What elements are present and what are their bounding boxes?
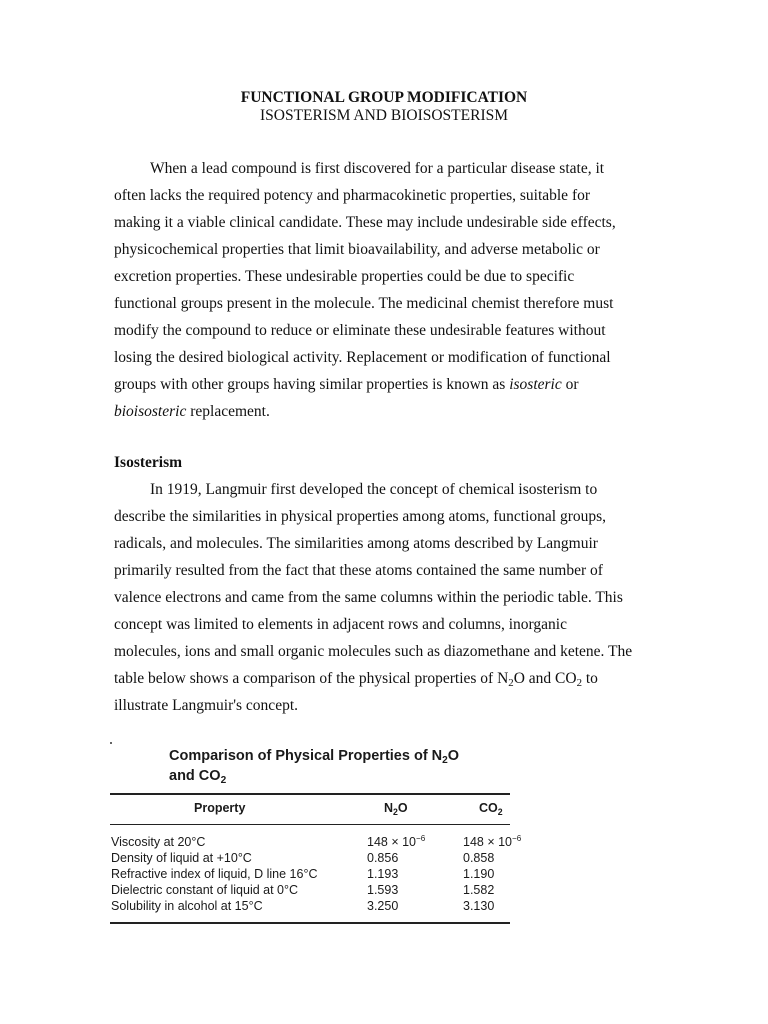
- intro-line: [114, 371, 674, 398]
- superscript: −6: [512, 834, 522, 843]
- superscript: −6: [416, 834, 426, 843]
- cell-co2: 3.130: [463, 899, 495, 913]
- cell-value: 148 × 10: [367, 835, 417, 849]
- cell-n2o: 3.250: [367, 899, 399, 913]
- cell-property: Refractive index of liquid, D line 16°C: [111, 867, 318, 881]
- subscript: 2: [393, 807, 398, 817]
- cell-co2: 1.582: [463, 883, 495, 897]
- caption-text: Comparison of Physical Properties of N: [169, 748, 443, 764]
- cell-co2: 0.858: [463, 851, 495, 865]
- header-co2: [479, 801, 503, 815]
- isosterism-text: table below shows a comparison of the physical properties of N: [114, 670, 509, 687]
- intro-text: groups with other groups having similar properties is known as: [114, 376, 510, 393]
- table-bottom-rule: [110, 922, 510, 924]
- cell-property: Dielectric constant of liquid at 0°C: [111, 883, 299, 897]
- isosterism-line: valence electrons and came from the same columns within the periodic table. This: [114, 589, 623, 606]
- cell-property: Viscosity at 20°C: [111, 835, 206, 849]
- section-heading-isosterism: Isosterism: [114, 454, 183, 471]
- intro-text: replacement.: [186, 403, 270, 420]
- isosterism-paragraph: [114, 476, 674, 719]
- intro-line: losing the desired biological activity. Replacement or modification of functional: [114, 349, 611, 366]
- header-property: Property: [194, 801, 246, 815]
- isosterism-text: to: [582, 670, 598, 687]
- intro-line: excretion properties. These undesirable properties could be due to specific: [114, 268, 575, 285]
- cell-co2: 1.190: [463, 867, 495, 881]
- isosterism-line: describe the similarities in physical properties among atoms, functional groups,: [114, 508, 607, 525]
- intro-line: [114, 398, 674, 425]
- cell-value: 148 × 10: [463, 835, 513, 849]
- isosterism-line: [114, 665, 674, 692]
- table-caption: [169, 746, 459, 786]
- header-text: O: [397, 801, 408, 815]
- cell-n2o: 1.193: [367, 867, 399, 881]
- intro-text: or: [561, 376, 579, 393]
- header-n2o: [384, 801, 408, 815]
- intro-line: modify the compound to reduce or eliminate these undesirable features without: [114, 322, 606, 339]
- intro-line: often lacks the required potency and pharmacokinetic properties, suitable for: [114, 187, 591, 204]
- intro-line: making it a viable clinical candidate. These may include undesirable side effects,: [114, 214, 616, 231]
- table-header-rule: [110, 824, 510, 825]
- intro-paragraph: [114, 155, 674, 425]
- isosterism-line: illustrate Langmuir's concept.: [114, 697, 299, 714]
- caption-text: and CO: [169, 768, 221, 784]
- header-text: CO: [479, 801, 498, 815]
- cell-n2o: [367, 834, 425, 850]
- isosterism-line: concept was limited to elements in adjacent rows and columns, inorganic: [114, 616, 567, 633]
- table-caption-line: [169, 746, 459, 766]
- subscript: 2: [576, 677, 582, 689]
- subscript: 2: [508, 677, 514, 689]
- scan-speck: [110, 742, 112, 744]
- subscript: 2: [442, 755, 448, 766]
- isosterism-text: O and CO: [513, 670, 577, 687]
- intro-line: When a lead compound is first discovered for a particular disease state, it: [150, 160, 605, 177]
- cell-property: Density of liquid at +10°C: [111, 851, 252, 865]
- caption-text: O: [447, 748, 460, 764]
- document-title: FUNCTIONAL GROUP MODIFICATION: [240, 89, 528, 106]
- document-subtitle: ISOSTERISM AND BIOISOSTERISM: [259, 107, 509, 124]
- table-caption-line: [169, 766, 459, 786]
- subscript: 2: [220, 775, 227, 786]
- isosterism-line: radicals, and molecules. The similarities among atoms described by Langmuir: [114, 535, 598, 552]
- cell-co2: [463, 834, 521, 850]
- table-top-rule: [110, 793, 510, 795]
- intro-line: functional groups present in the molecule. The medicinal chemist therefore must: [114, 295, 614, 312]
- isosterism-line: In 1919, Langmuir first developed the concept of chemical isosterism to: [150, 481, 598, 498]
- subscript: 2: [497, 807, 503, 817]
- cell-n2o: 0.856: [367, 851, 399, 865]
- isosterism-line: primarily resulted from the fact that these atoms contained the same number of: [114, 562, 603, 579]
- isosterism-line: molecules, ions and small organic molecules such as diazomethane and ketene. The: [114, 643, 633, 660]
- header-text: N: [384, 801, 394, 815]
- term-isosteric: isosteric: [509, 376, 562, 393]
- intro-line: physicochemical properties that limit bioavailability, and adverse metabolic or: [114, 241, 600, 258]
- cell-property: Solubility in alcohol at 15°C: [111, 899, 263, 913]
- term-bioisosteric: bioisosteric: [114, 403, 187, 420]
- cell-n2o: 1.593: [367, 883, 399, 897]
